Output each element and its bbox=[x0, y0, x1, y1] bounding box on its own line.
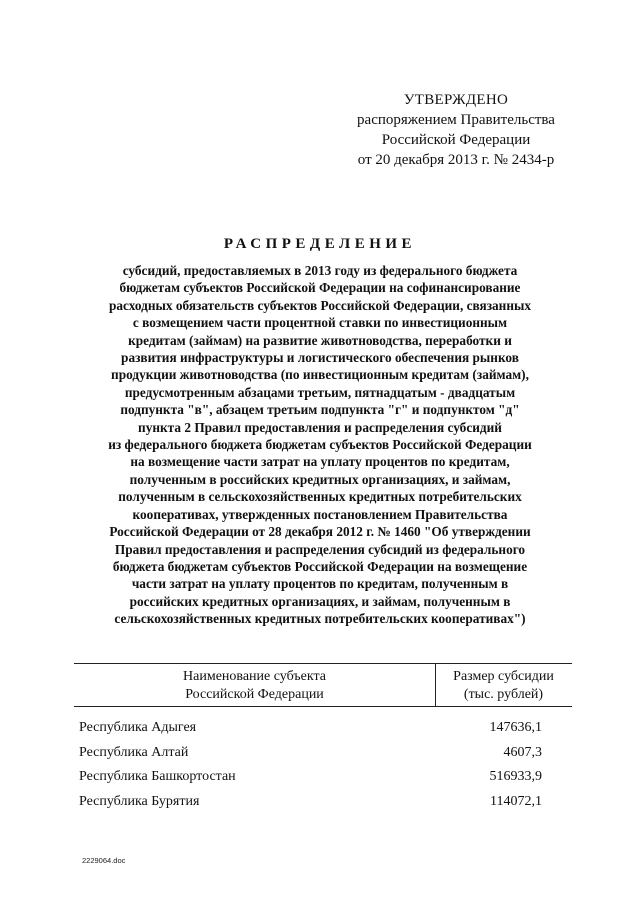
table-header-amount bbox=[435, 668, 572, 704]
subtitle-line: бюджетам субъектов Российской Федерации на софинансирование bbox=[119, 280, 521, 296]
document-title: РАСПРЕДЕЛЕНИЕ bbox=[223, 236, 417, 252]
table-header-region bbox=[74, 668, 435, 704]
subsidy-amount: 516933,9 bbox=[489, 769, 542, 784]
subtitle-line: Российской Федерации от 28 декабря 2012 г. № 1460 "Об утверждении bbox=[109, 524, 531, 540]
subtitle-line: с возмещением части процентной ставки по инвестиционным bbox=[132, 315, 508, 331]
subtitle-line: продукции животноводства (по инвестиционным кредитам (займам), bbox=[111, 367, 529, 383]
subtitle-line: подпункта "в", абзацем третьим подпункта "г" и подпунктом "д" bbox=[120, 402, 520, 418]
table-header-rule bbox=[74, 706, 572, 707]
region-name: Республика Алтай bbox=[79, 744, 189, 760]
subtitle-line: развития инфраструктуры и логистического обеспечения рынков bbox=[121, 350, 519, 366]
region-name: Республика Башкортостан bbox=[79, 769, 236, 784]
region-name: Республика Адыгея bbox=[79, 720, 197, 735]
table-row bbox=[74, 745, 572, 770]
table-row bbox=[74, 769, 572, 794]
subtitle-line: части затрат на уплату процентов по кредитам, полученным в bbox=[131, 576, 509, 592]
subsidy-amount: 147636,1 bbox=[489, 720, 542, 735]
subtitle-line: на возмещение части затрат на уплату процентов по кредитам, bbox=[130, 454, 510, 470]
approval-line: распоряжением Правительства bbox=[357, 112, 555, 128]
approval-title: УТВЕРЖДЕНО bbox=[403, 92, 509, 108]
subtitle-line: из федерального бюджета бюджетам субъектов Российской Федерации bbox=[108, 437, 532, 453]
approval-line: Российской Федерации bbox=[381, 132, 531, 148]
table-top-rule bbox=[74, 663, 572, 664]
region-name: Республика Бурятия bbox=[79, 793, 200, 809]
subtitle-line: бюджета бюджетам субъектов Российской Федерации на возмещение bbox=[112, 558, 528, 574]
approval-date: от 20 декабря 2013 г. № 2434-р bbox=[357, 152, 555, 168]
subtitle-line: сельскохозяйственных кредитных потребительских кооперативах") bbox=[114, 611, 526, 627]
subtitle-line: кредитам (займам) на развитие животноводства, переработки и bbox=[128, 332, 512, 348]
document-subtitle bbox=[68, 262, 572, 628]
subtitle-line: Правил предоставления и распределения субсидий из федерального bbox=[114, 541, 526, 557]
subtitle-line: пункта 2 Правил предоставления и распределения субсидий bbox=[138, 419, 502, 435]
header-text: Наименование субъекта bbox=[183, 669, 326, 684]
subsidy-amount: 114072,1 bbox=[490, 793, 542, 809]
subtitle-line: расходных обязательств субъектов Российской Федерации, связанных bbox=[108, 297, 532, 313]
table-row bbox=[74, 794, 572, 819]
header-text: Российской Федерации bbox=[185, 687, 324, 702]
subtitle-line: кооперативах, утвержденных постановлением Правительства bbox=[132, 506, 508, 522]
approval-stamp bbox=[340, 90, 572, 170]
subtitle-line: субсидий, предоставляемых в 2013 году из федерального бюджета bbox=[122, 263, 518, 278]
subtitle-line: российских кредитных организациях, и займам, полученным в bbox=[129, 593, 511, 609]
subtitle-line: предусмотренным абзацами третьим, пятнадцатым - двадцатым bbox=[124, 384, 516, 400]
file-reference: 2229064.doc bbox=[82, 856, 126, 865]
header-text: Размер субсидии bbox=[453, 669, 554, 684]
subtitle-line: полученным в российских кредитных организациях, и займам, bbox=[129, 471, 511, 487]
table-row bbox=[74, 720, 572, 745]
header-text: (тыс. рублей) bbox=[463, 687, 544, 702]
subsidy-amount: 4607,3 bbox=[503, 744, 542, 760]
table-body bbox=[74, 720, 572, 818]
subtitle-line: полученным в сельскохозяйственных кредитных потребительских bbox=[118, 489, 522, 505]
